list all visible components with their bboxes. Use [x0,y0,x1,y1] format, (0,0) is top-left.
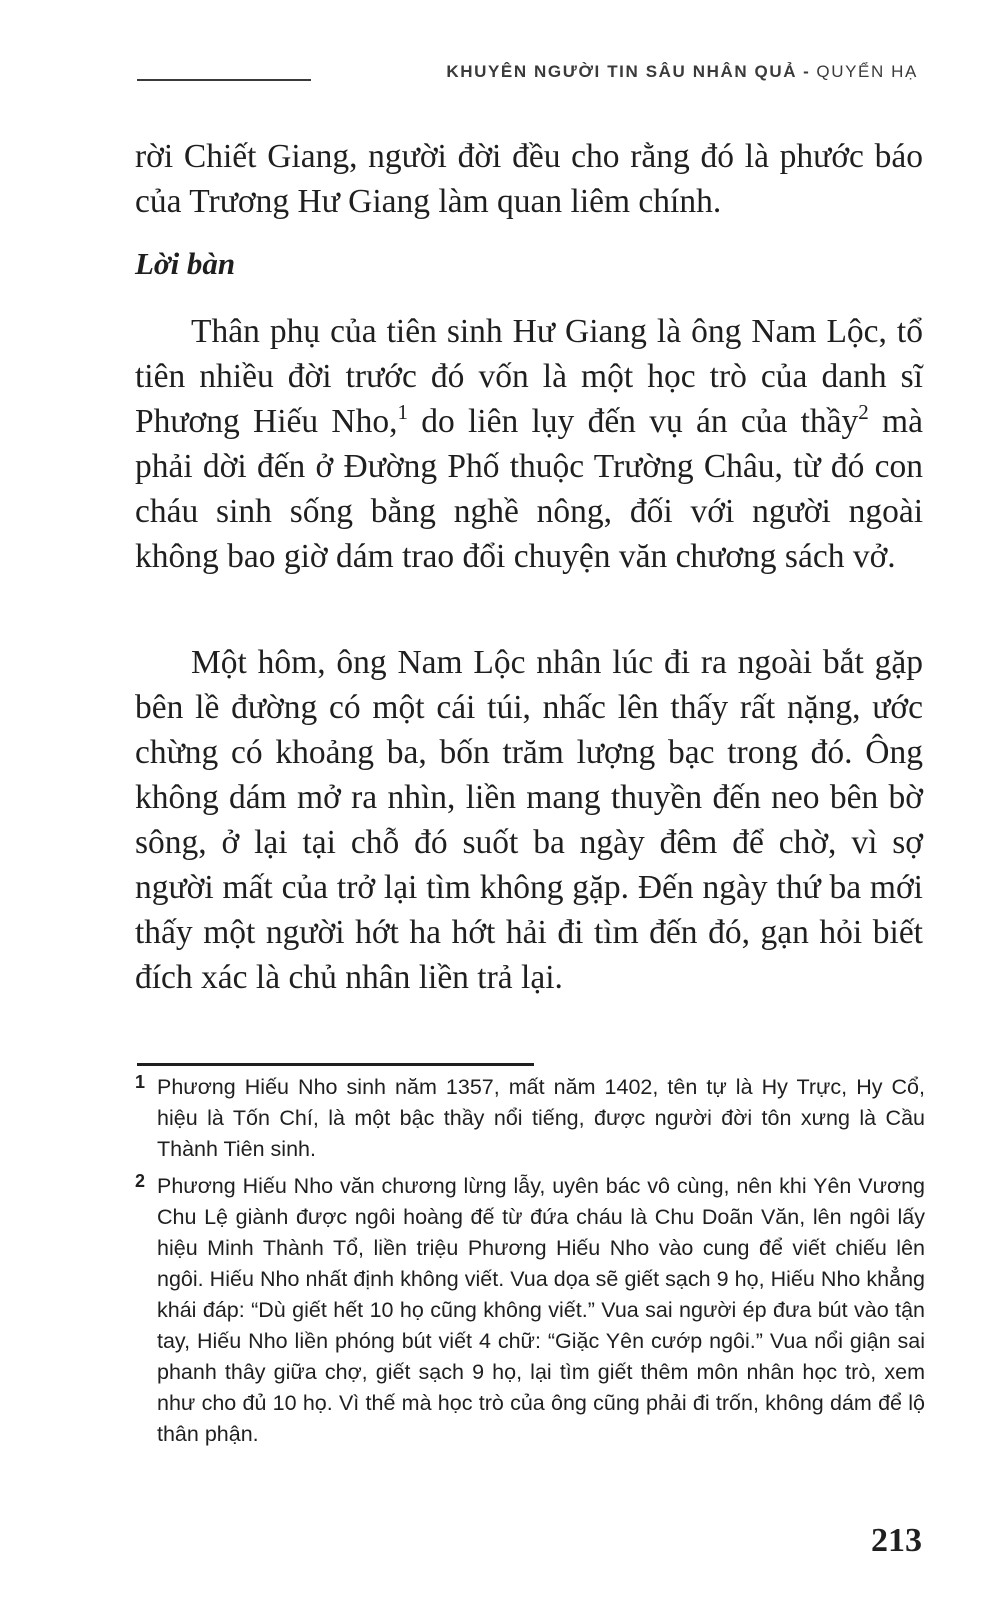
header-separator: - [803,62,811,81]
paragraph-continued: rời Chiết Giang, người đời đều cho rằng đó là phước báo của Trương Hư Giang làm quan liêm chính. [135,138,923,220]
footnote-text: Phương Hiếu Nho sinh năm 1357, mất năm 1402, tên tự là Hy Trực, Hy Cổ, hiệu là Tốn Chí, là một bậc thầy nổi tiếng, được người đời tôn xưng là Cầu Thành Tiên sinh. [157,1075,925,1161]
section-heading: Lời bàn [135,246,236,281]
paragraph-text: Thân phụ của tiên sinh Hư Giang là ông Nam Lộc, tổ tiên nhiều đời trước đó vốn là một học trò của danh sĩ Phương Hiếu Nho, [135,313,923,440]
paragraph-text: mà phải dời đến ở Đường Phố thuộc Trường Châu, từ đó con cháu sinh sống bằng nghề nông, đối với người ngoài không bao giờ dám trao đổi chuyện văn chương sách vở. [135,403,923,575]
paragraph-text: do liên lụy đến vụ án của thầy [407,403,859,440]
book-title: KHUYÊN NGƯỜI TIN SÂU NHÂN QUẢ [446,62,798,81]
page-number: 213 [871,1522,922,1559]
footnote-ref-2[interactable]: 2 [858,400,869,424]
footnote-1 [135,1072,925,1165]
footnote-number: 2 [135,1171,146,1191]
paragraph-commentary-2: Một hôm, ông Nam Lộc nhân lúc đi ra ngoài bắt gặp bên lề đường có một cái túi, nhấc lên thấy rất nặng, ước chừng có khoảng ba, bốn trăm lượng bạc trong đó. Ông không dám mở ra nhìn, liền mang thuyền đến neo bên bờ sông, ở lại tại chỗ đó suốt ba ngày đêm để chờ, vì sợ người mất của trở lại tìm không gặp. Đến ngày thứ ba mới thấy một người hớt ha hớt hải đi tìm đến đó, gạn hỏi biết đích xác là chủ nhân liền trả lại. [135,644,923,996]
paragraph-commentary-1 [135,309,923,579]
footnotes [135,1072,925,1456]
volume-label: QUYỂN HẠ [816,62,918,81]
footnote-text: Phương Hiếu Nho văn chương lừng lẫy, uyên bác vô cùng, nên khi Yên Vương Chu Lệ giành được ngôi hoàng đế từ đứa cháu là Chu Doãn Văn, lên ngôi lấy hiệu Minh Thành Tổ, liền triệu Phương Hiếu Nho vào cung để viết chiếu lên ngôi. Hiếu Nho nhất định không viết. Vua dọa sẽ giết sạch 9 họ, Hiếu Nho khẳng khái đáp: “Dù giết hết 10 họ cũng không viết.” Vua sai người ép đưa bút vào tận tay, Hiếu Nho liền phóng bút viết 4 chữ: “Giặc Yên cướp ngôi.” Vua nổi giận sai phanh thây giữa chợ, giết sạch 9 họ, lại tìm giết thêm môn nhân học trò, xem như cho đủ 10 họ. Vì thế mà học trò của ông cũng phải đi trốn, không dám để lộ thân phận. [157,1174,925,1446]
footnote-2 [135,1171,925,1450]
footnote-divider [137,1063,534,1066]
running-header [446,62,918,82]
footnote-ref-1[interactable]: 1 [397,400,408,424]
header-rule [137,79,311,81]
footnote-number: 1 [135,1072,146,1092]
